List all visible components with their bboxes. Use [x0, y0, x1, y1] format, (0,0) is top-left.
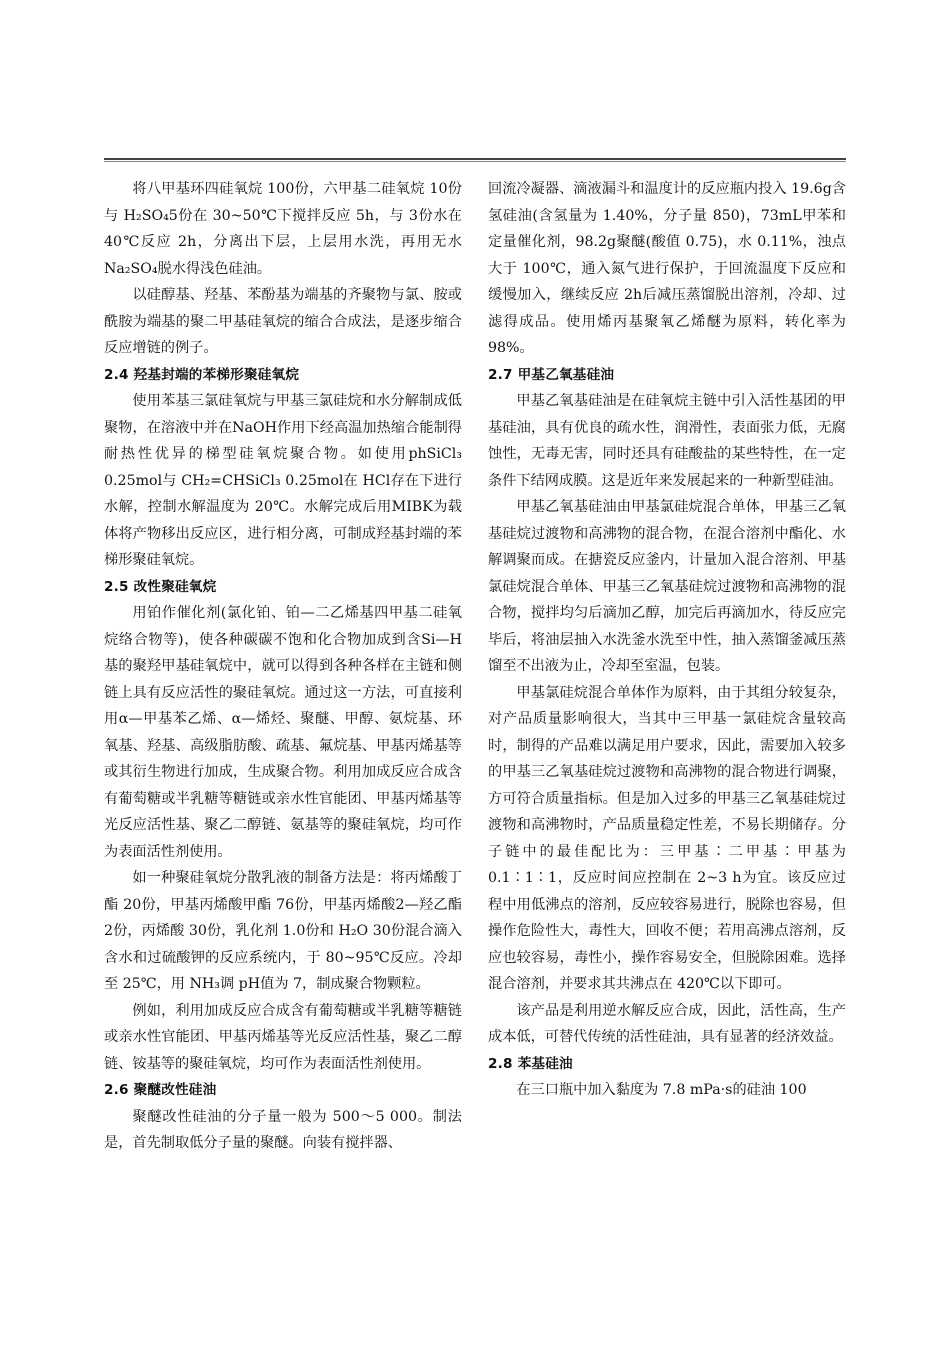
paragraph: 例如，利用加成反应合成含有葡萄糖或半乳糖等糖链或亲水性官能团、甲基丙烯基等光反应活性基，聚乙二醇链、铵基等的聚硅氧烷，均可作为表面活性剂使用。: [104, 1002, 462, 1072]
paragraph: 使用苯基三氯硅氧烷与甲基三氯硅烷和水分解制成低聚物，在溶液中并在NaOH作用下经高温加热缩合能制得耐热性优异的梯型硅氧烷聚合物。如使用phSiCl₃ 0.25mol与 CH₂=CHSiCl₃ 0.25mol在 HCl存在下进行水解，控制水解温度为 20℃。水解完成后用MIBK为载体将产物移出反应区，进行相分离，可制成羟基封端的苯梯形聚硅氧烷。: [104, 393, 462, 568]
section-heading-2-8: 2.8 苯基硅油: [488, 1055, 573, 1072]
paragraph: 将八甲基环四硅氧烷 100份，六甲基二硅氧烷 10份与 H₂SO₄5份在 30~50℃下搅拌反应 5h，与 3份水在 40℃反应 2h，分离出下层，上层用水洗，再用无水 Na₂SO₄脱水得浅色硅油。: [104, 181, 462, 277]
right-column: [488, 176, 846, 1104]
paragraph: 如一种聚硅氧烷分散乳液的制备方法是：将丙烯酸丁酯 20份，甲基丙烯酸甲酯 76份，甲基丙烯酸2—羟乙酯 2份，丙烯酸 30份，乳化剂 1.0份和 H₂O 30份混合滴入含水和过硫酸钾的反应系统内，于 80~95℃反应。冷却至 25℃，用 NH₃调 pH值为 7，制成聚合物颗粒。: [104, 870, 462, 992]
paragraph: 甲基乙氧基硅油是在硅氧烷主链中引入活性基团的甲基硅油，具有优良的疏水性，润滑性，表面张力低，无腐蚀性，无毒无害，同时还具有硅酸盐的某些特性，在一定条件下结网成膜。这是近年来发展起来的一种新型硅油。: [488, 393, 846, 489]
section-heading-2-6: 2.6 聚醚改性硅油: [104, 1082, 217, 1098]
section-heading-2-4: 2.4 羟基封端的苯梯形聚硅氧烷: [104, 366, 300, 383]
paragraph: 该产品是利用逆水解反应合成，因此，活性高，生产成本低，可替代传统的活性硅油，具有显著的经济效益。: [488, 1002, 846, 1045]
section-heading-2-5: 2.5 改性聚硅氧烷: [104, 578, 217, 595]
paragraph: 甲基乙氧基硅油由甲基氯硅烷混合单体，甲基三乙氧基硅烷过渡物和高沸物的混合物，在混合溶剂中酯化、水解调聚而成。在搪瓷反应釜内，计量加入混合溶剂、甲基氯硅烷混合单体、甲基三乙氧基硅烷过渡物和高沸物的混合物，搅拌均匀后滴加乙醇，加完后再滴加水，待反应完毕后，将油层抽入水洗釜水洗至中性，抽入蒸馏釜减压蒸馏至不出液为止，冷却至室温，包装。: [488, 499, 846, 674]
paragraph: 甲基氯硅烷混合单体作为原料，由于其组分较复杂，对产品质量影响很大，当其中三甲基一氯硅烷含量较高时，制得的产品难以满足用户要求，因此，需要加入较多的甲基三乙氧基硅烷过渡物和高沸物的混合物进行调聚，方可符合质量指标。但是加入过多的甲基三乙氧基硅烷过渡物和高沸物时，产品质量稳定性差，不易长期储存。分子链中的最佳配比为：三甲基∶二甲基∶甲基为 0.1∶1∶1，反应时间应控制在 2~3 h为宜。该反应过程中用低沸点的溶剂，反应较容易进行，脱除也容易，但操作危险性大，毒性大，回收不便；若用高沸点溶剂，反应也较容易，毒性小，操作容易安全，但脱除困难。选择混合溶剂，并要求其共沸点在 420℃以下即可。: [488, 684, 846, 992]
paragraph: 在三口瓶中加入黏度为 7.8 mPa·s的硅油 100: [516, 1082, 807, 1098]
paragraph: 回流冷凝器、滴液漏斗和温度计的反应瓶内投入 19.6g含氢硅油(含氢量为 1.40%，分子量 850)，73mL甲苯和定量催化剂，98.2g聚醚(酸值 0.75)，水 0.11%，浊点大于 100℃，通入氮气进行保护，于回流温度下反应和缓慢加入，继续反应 2h后减压蒸馏脱出溶剂，冷却、过滤得成品。使用烯丙基聚氧乙烯醚为原料，转化率为 98%。: [488, 181, 846, 356]
paragraph: 以硅醇基、羟基、苯酚基为端基的齐聚物与氯、胺或酰胺为端基的聚二甲基硅氧烷的缩合合成法，是逐步缩合反应增链的例子。: [104, 287, 462, 356]
paragraph: 聚醚改性硅油的分子量一般为 500～5 000。制法是，首先制取低分子量的聚醚。向装有搅拌器、: [104, 1108, 462, 1151]
left-column: [104, 176, 462, 1157]
paragraph: 用铂作催化剂(氯化铂、铂—二乙烯基四甲基二硅氧烷络合物等)，使各种碳碳不饱和化合物加成到含Si—H基的聚羟甲基硅氧烷中，就可以得到各种各样在主链和侧链上具有反应活性的聚硅氧烷。通过这一方法，可直接利用α—甲基苯乙烯、α—烯烃、聚醚、甲醇、氨烷基、环氧基、羟基、高级脂肪酸、疏基、氟烷基、甲基丙烯基等或其衍生物进行加成，生成聚合物。利用加成反应合成含有葡萄糖或半乳糖等糖链或亲水性官能团、甲基丙烯基等光反应活性基、聚乙二醇链、氨基等的聚硅氧烷，均可作为表面活性剂使用。: [104, 605, 462, 860]
header-rule: [104, 158, 846, 162]
section-heading-2-7: 2.7 甲基乙氧基硅油: [488, 366, 615, 383]
